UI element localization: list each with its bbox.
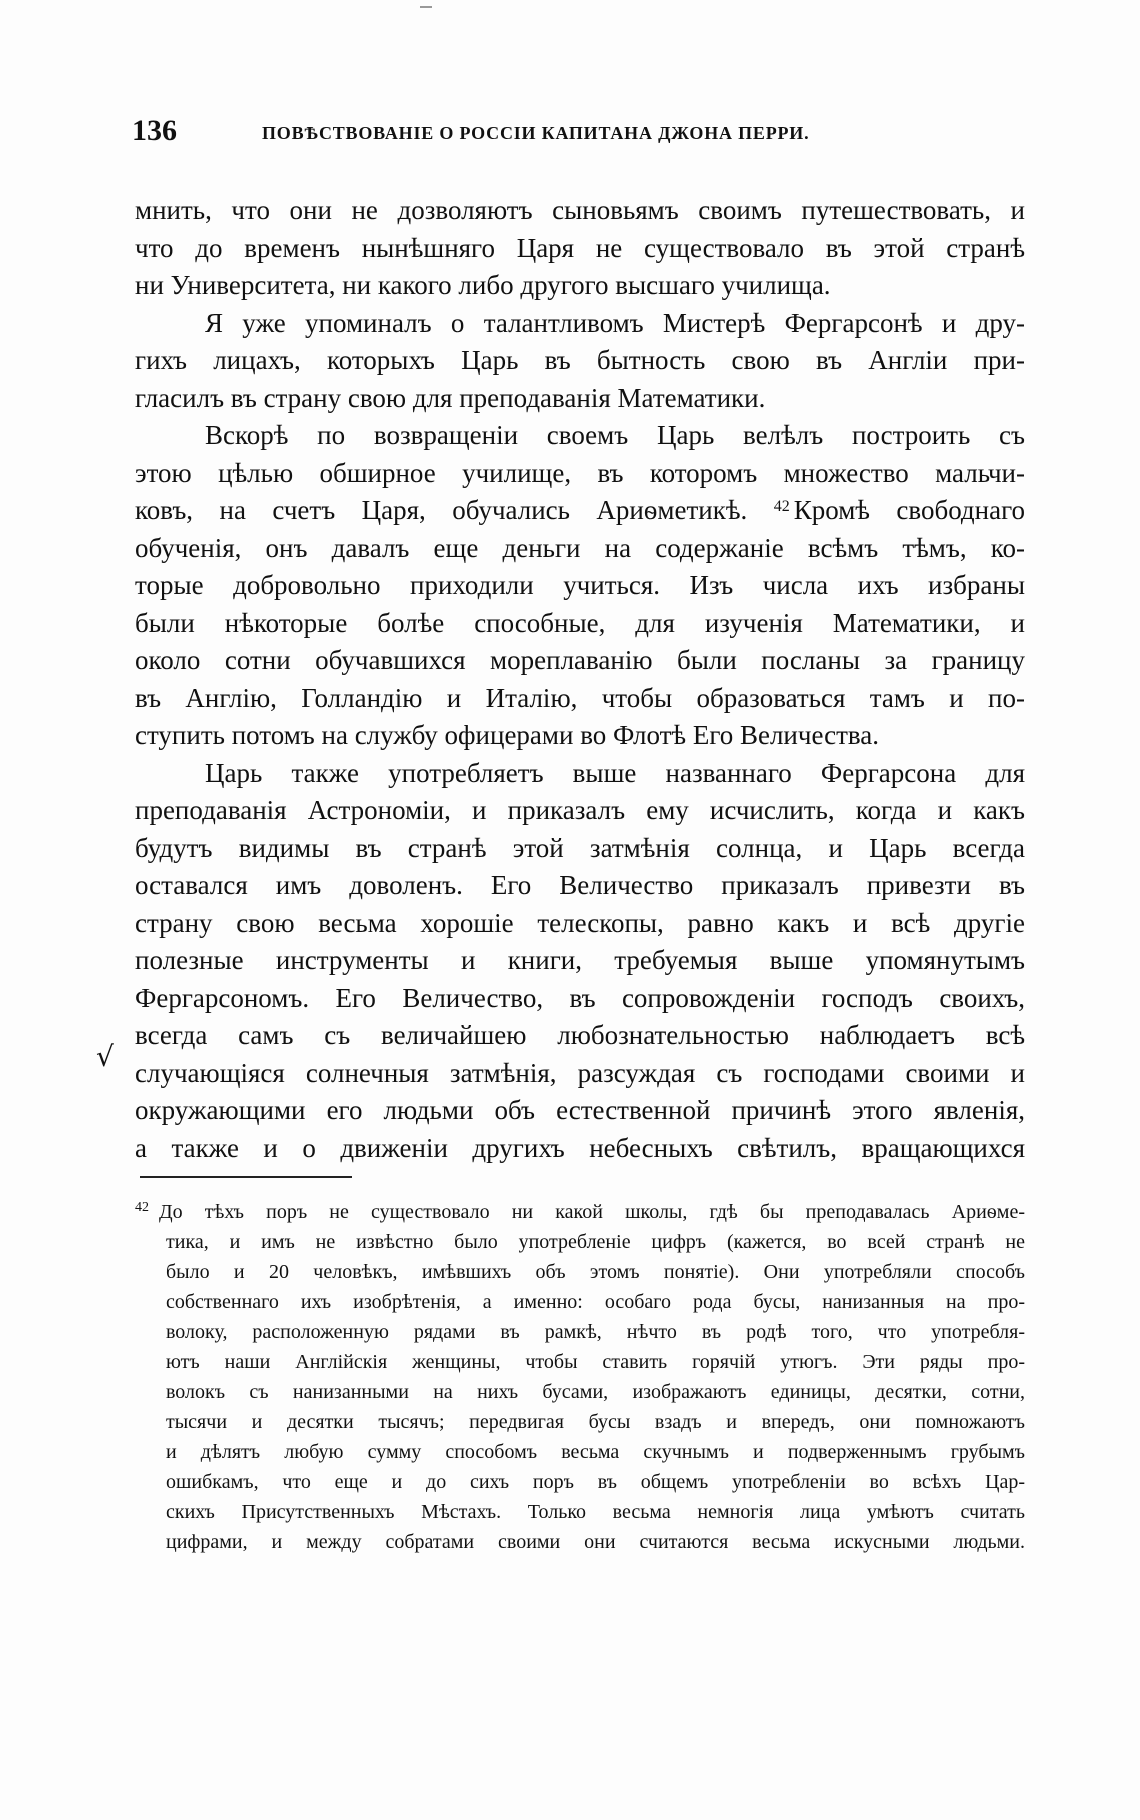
text-line: а также и о движеніи другихъ небесныхъ свѣтилъ, вращающихся [135, 1132, 1025, 1163]
footnote-line: ошибкамъ, что еще и до сихъ поръ въ общемъ употребленіи во всѣхъ Цар- [166, 1471, 1025, 1493]
text-line: оставался имъ доволенъ. Его Величество приказалъ привезти въ [135, 870, 1025, 900]
text-line: были нѣкоторые болѣе способные, для изученія Математики, и [135, 607, 1025, 638]
footnote-line: и дѣлятъ любую сумму способомъ весьма скучнымъ и подверженнымъ грубымъ [166, 1441, 1025, 1463]
text-line: Я уже упоминалъ о талантливомъ Мистерѣ Фергарсонѣ и дру- [205, 307, 1025, 338]
footnote-block [135, 1197, 1025, 1557]
text-line: случающіяся солнечныя затмѣнія, разсуждая съ господами своими и [135, 1057, 1025, 1088]
footnote-line: ютъ наши Англійскія женщины, чтобы ставить горячій утюгъ. Эти ряды про- [166, 1351, 1025, 1373]
footnote-line: волоку, расположенную рядами въ рамкѣ, нѣчто въ родѣ того, что употребля- [166, 1321, 1025, 1343]
text-line: въ Англію, Голландію и Италію, чтобы образоваться тамъ и по- [135, 682, 1025, 713]
top-margin-mark [420, 6, 432, 8]
footnote-line: волокъ съ нанизанными на нихъ бусами, изображаютъ единицы, десятки, сотни, [166, 1381, 1025, 1403]
text-line: что до временъ нынѣшняго Царя не существовало въ этой странѣ [135, 232, 1025, 263]
running-title: ПОВѢСТВОВАНІЕ О РОССІИ КАПИТАНА ДЖОНА ПЕРРИ. [262, 123, 810, 143]
main-text [135, 192, 1025, 1167]
text-line: Фергарсономъ. Его Величество, въ сопровожденіи господъ своихъ, [135, 982, 1025, 1013]
text-line: торые добровольно приходили учиться. Изъ числа ихъ избраны [135, 570, 1025, 600]
page-header [132, 114, 1012, 154]
text-line: всегда самъ съ величайшею любознательностью наблюдаетъ всѣ [135, 1020, 1025, 1050]
footnote-line: собственнаго ихъ изобрѣтенія, а именно: особаго рода бусы, нанизанныя на про- [166, 1291, 1025, 1313]
footnote-text: До тѣхъ поръ не существовало ни какой школы, гдѣ бы преподавалась Ариѳме- [159, 1201, 1025, 1223]
text-line: Вскорѣ по возвращеніи своемъ Царь велѣлъ построить съ [205, 420, 1025, 450]
text-line: этою цѣлью обширное училище, въ которомъ множество мальчи- [135, 457, 1025, 488]
text-line: ступить потомъ на службу офицерами во Флотѣ Его Величества. [135, 720, 880, 750]
footnote-line: цифрами, и между собратами своими они считаются весьма искусными людьми. [166, 1531, 1025, 1553]
text-line: полезные инструменты и книги, требуемыя выше упомянутымъ [135, 945, 1025, 975]
text-line: окружающими его людьми объ естественной причинѣ этого явленія, [135, 1095, 1025, 1125]
footnote-line: было и 20 человѣкъ, имѣвшихъ объ этомъ понятіе). Они употребляли способъ [166, 1261, 1025, 1283]
text-line: преподаванія Астрономіи, и приказалъ ему исчислить, когда и какъ [135, 795, 1025, 825]
text-line: около сотни обучавшихся мореплаванію были посланы за границу [135, 645, 1025, 675]
text-line: Царь также употребляетъ выше названнаго Фергарсона для [205, 757, 1025, 788]
margin-check-mark: √ [96, 1040, 114, 1073]
text-segment: ковъ, на счетъ Царя, обучались Ариѳметикѣ. [135, 495, 748, 525]
text-segment: Кромѣ свободнаго [793, 495, 1025, 525]
footnote-line: тысячи и десятки тысячъ; передвигая бусы взадъ и впередъ, они помножаютъ [166, 1411, 1025, 1433]
page-number: 136 [132, 114, 177, 147]
text-line: будутъ видимы въ странѣ этой затмѣнія солнца, и Царь всегда [135, 832, 1025, 863]
footnote-marker: 42 [135, 1200, 149, 1215]
text-line: гихъ лицахъ, которыхъ Царь въ бытность свою въ Англіи при- [135, 345, 1025, 375]
footnote-line: тика, и имъ не извѣстно было употребленіе цифръ (кажется, во всей странѣ не [166, 1231, 1025, 1253]
footnote-line: скихъ Присутственныхъ Мѣстахъ. Только весьма немногія лица умѣютъ считать [166, 1501, 1025, 1523]
footnote-divider [140, 1176, 352, 1178]
text-line: мнить, что они не дозволяютъ сыновьямъ своимъ путешествовать, и [135, 195, 1025, 225]
footnote-line [135, 1197, 1025, 1227]
text-line: обученія, онъ давалъ еще деньги на содержаніе всѣмъ тѣмъ, ко- [135, 532, 1025, 563]
text-line: страну свою весьма хорошіе телескопы, равно какъ и всѣ другіе [135, 907, 1025, 938]
text-line: ни Университета, ни какого либо другого высшаго училища. [135, 270, 831, 300]
footnote-reference[interactable]: 42 [773, 498, 790, 515]
text-line: гласилъ въ страну свою для преподаванія Математики. [135, 382, 766, 413]
text-line-with-ref [135, 492, 1025, 530]
